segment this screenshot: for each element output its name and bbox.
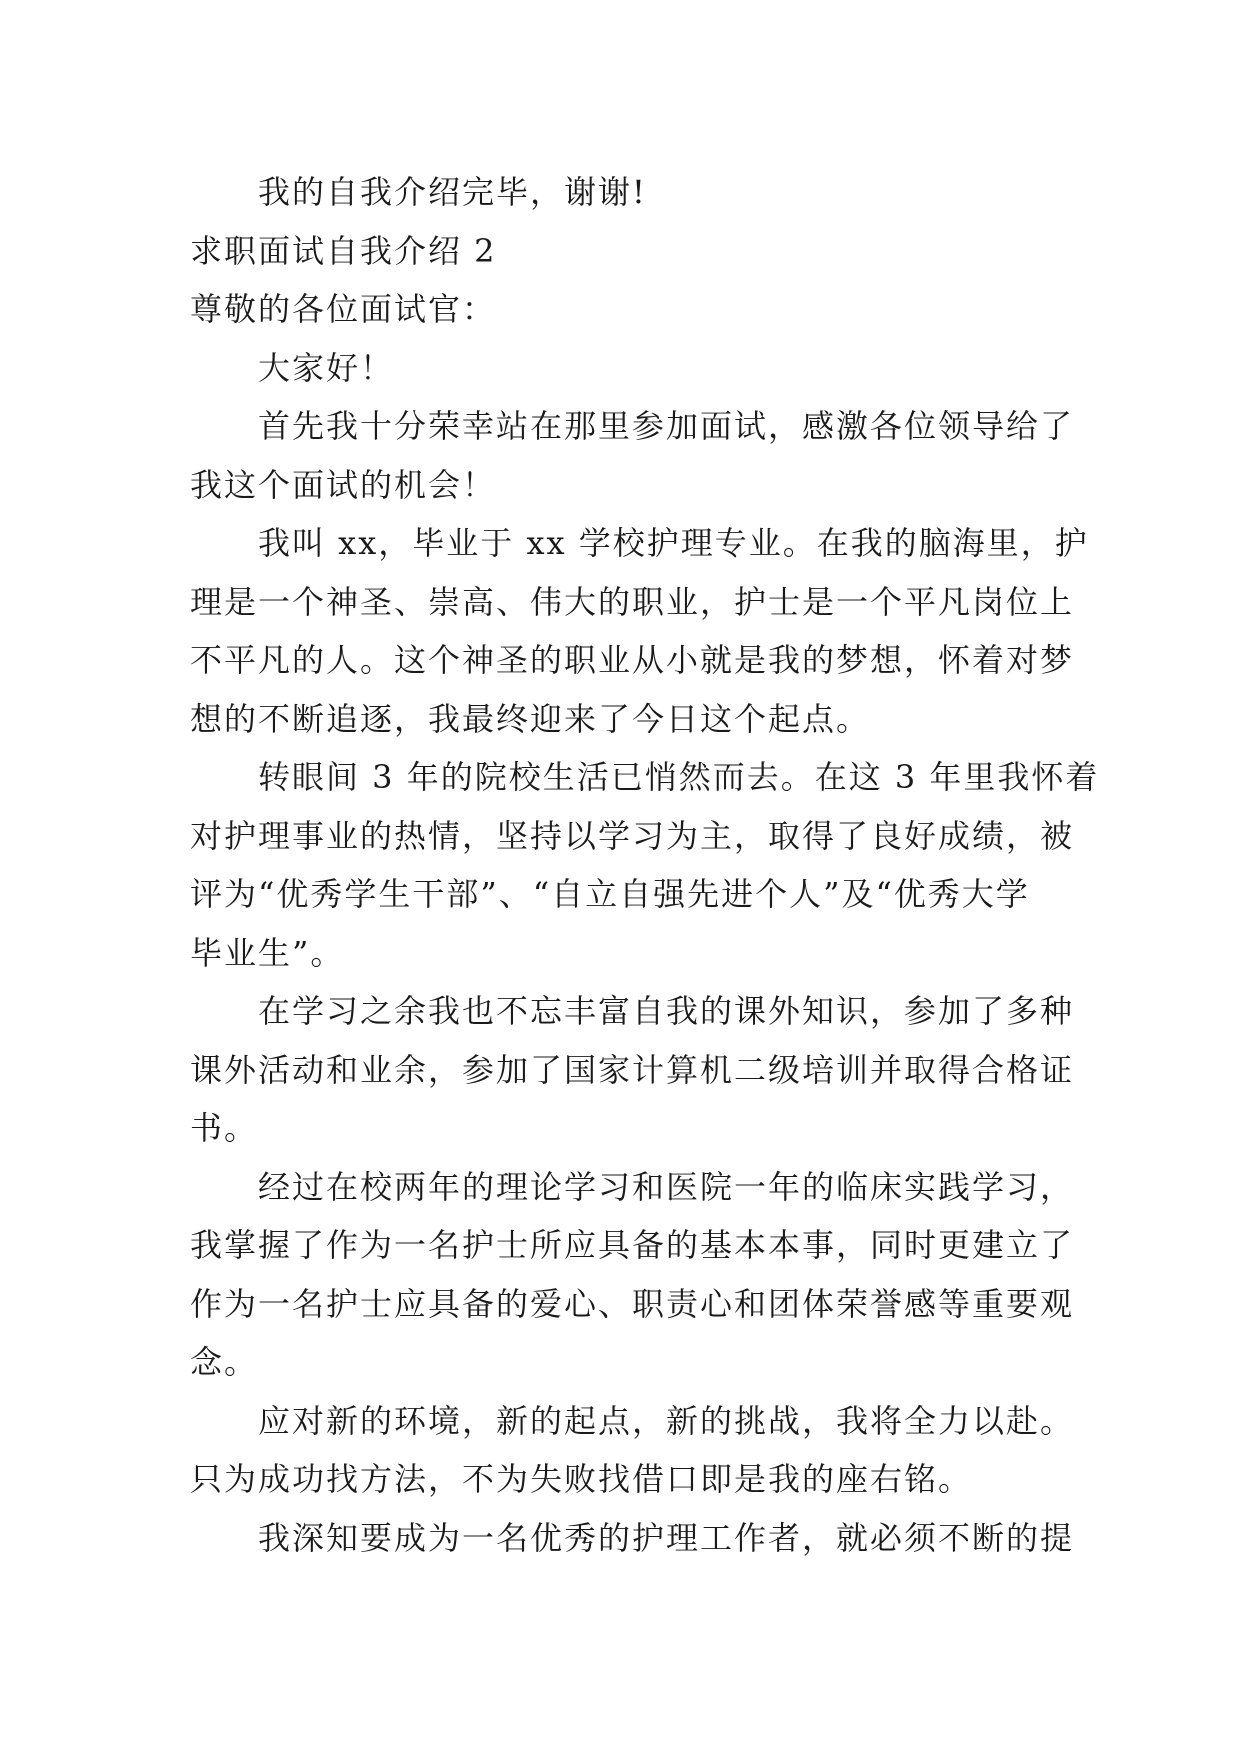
paragraph-line: 对护理事业的热情，坚持以学习为主，取得了良好成绩，被 (190, 816, 1075, 855)
paragraph-line: 课外活动和业余，参加了国家计算机二级培训并取得合格证 (190, 1050, 1075, 1089)
paragraph-line: 首先我十分荣幸站在那里参加面试，感激各位领导给了 (258, 407, 1075, 445)
paragraph-line: 想的不断追逐，我最终迎来了今日这个起点。 (190, 699, 871, 738)
paragraph-line: 不平凡的人。这个神圣的职业从小就是我的梦想，怀着对梦 (190, 641, 1075, 679)
section-heading: 求职面试自我介绍 2 (190, 231, 497, 270)
paragraph-line: 经过在校两年的理论学习和医院一年的临床实践学习， (258, 1167, 1075, 1206)
paragraph-line: 应对新的环境，新的起点，新的挑战，我将全力以赴。 (258, 1401, 1075, 1440)
paragraph-line: 我叫 xx，毕业于 xx 学校护理专业。在我的脑海里，护 (258, 524, 1089, 562)
document-body (190, 163, 1100, 1567)
paragraph-line: 书。 (190, 1109, 259, 1147)
paragraph-line: 我深知要成为一名优秀的护理工作者，就必须不断的提 (258, 1518, 1075, 1557)
paragraph-line: 转眼间 3 年的院校生活已悄然而去。在这 3 年里我怀着 (258, 758, 1100, 796)
greeting: 大家好！ (258, 348, 395, 387)
paragraph-line: 我这个面试的机会！ (190, 465, 497, 504)
closing-line: 我的自我介绍完毕，谢谢! (258, 173, 647, 211)
paragraph-line: 我掌握了作为一名护士所应具备的基本本事，同时更建立了 (190, 1226, 1075, 1264)
paragraph-line: 作为一名护士应具备的爱心、职责心和团体荣誉感等重要观 (190, 1284, 1075, 1323)
paragraph-line: 念。 (190, 1343, 259, 1381)
paragraph-line: 评为“优秀学生干部”、“自立自强先进个人”及“优秀大学 (190, 875, 1030, 913)
paragraph-line: 只为成功找方法，不为失败找借口即是我的座右铭。 (190, 1460, 973, 1498)
salutation: 尊敬的各位面试官： (190, 290, 497, 328)
paragraph-line: 理是一个神圣、崇高、伟大的职业，护士是一个平凡岗位上 (190, 582, 1075, 621)
paragraph-line: 在学习之余我也不忘丰富自我的课外知识，参加了多种 (258, 992, 1075, 1030)
paragraph-line: 毕业生”。 (190, 933, 345, 972)
